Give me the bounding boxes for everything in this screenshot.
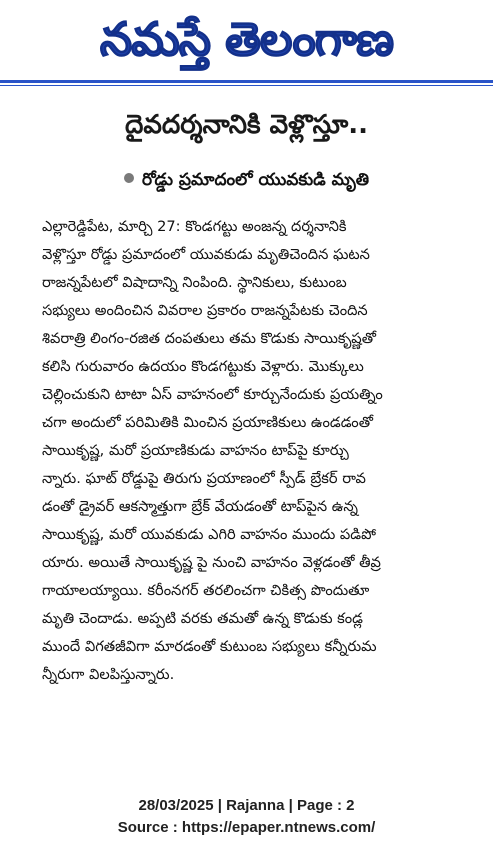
article-subhead-text: రోడ్డు ప్రమాదంలో యువకుడి మృతి [142, 170, 369, 190]
body-line: న్నారు. ఘాట్ రోడ్డుపై తిరుగు ప్రయాణంలో స్పీడ్ బ్రేకర్ రావ [42, 470, 366, 487]
body-line: ఎల్లారెడ్డిపేట, మార్చి 27: కొండగట్టు అంజన్న దర్శనానికి [42, 218, 347, 235]
masthead-rule-thin [0, 85, 493, 86]
body-line: ముందే విగతజీవిగా మారడంతో కుటుంబ సభ్యులు కన్నీరుమ [42, 638, 377, 655]
masthead [0, 0, 493, 78]
article-subhead [0, 170, 493, 194]
body-line: సాయికృష్ణ, మరో యువకుడు ఎగిరి వాహనం ముందు పడిపో [42, 526, 376, 543]
article-body [42, 213, 470, 689]
body-line: సాయికృష్ణ, మరో ప్రయాణికుడు వాహనం టాప్‌పై కూర్చు [42, 442, 349, 459]
body-line: మృతి చెందాడు. అప్పటి వరకు తమతో ఉన్న కొడుకు కండ్ల [42, 610, 363, 627]
article-headline: దైవదర్శనానికి వెళ్లొస్తూ.. [125, 110, 368, 140]
footer [0, 795, 493, 839]
source-line: Source : https://epaper.ntnews.com/ [117, 819, 376, 836]
body-line: గాయాలయ్యాయి. కరీంనగర్ తరలించగా చికిత్స పొందుతూ [42, 582, 370, 599]
body-line: సభ్యులు అందించిన వివరాల ప్రకారం రాజన్నపేటకు చెందిన [42, 302, 368, 319]
body-line: చెల్లించుకుని టాటా ఏస్ వాహనంలో కూర్చునేందుకు ప్రయత్నిం [42, 386, 383, 403]
edition-line: 28/03/2025 | Rajanna | Page : 2 [138, 797, 355, 814]
bullet-icon [124, 173, 134, 183]
body-line: శివరాత్రి లింగం-రజిత దంపతులు తమ కొడుకు సాయికృష్ణతో [42, 330, 376, 347]
body-line: వెళ్లొస్తూ రోడ్డు ప్రమాదంలో యువకుడు మృతిచెందిన ఘటన [42, 246, 370, 263]
body-line: యారు. అయితే సాయికృష్ణ పై నుంచి వాహనం వెళ్లడంతో తీవ్ర [42, 554, 381, 571]
masthead-rule [0, 80, 493, 83]
masthead-title: నమస్తే తెలంగాణ [99, 12, 394, 66]
body-line: రాజన్నపేటలో విషాదాన్ని నింపింది. స్థానికులు, కుటుంబ [42, 274, 347, 291]
body-line: చగా అందులో పరిమితికి మించిన ప్రయాణికులు ఉండడంతో [42, 414, 373, 431]
body-line: కలిసి గురువారం ఉదయం కొండగట్టుకు వెళ్లారు. మొక్కులు [42, 358, 364, 375]
body-line: డంతో డ్రైవర్ ఆకస్మాత్తుగా బ్రేక్ వేయడంతో టాప్‌పైన ఉన్న [42, 498, 358, 515]
body-line: న్నీరుగా విలపిస్తున్నారు. [42, 666, 175, 683]
